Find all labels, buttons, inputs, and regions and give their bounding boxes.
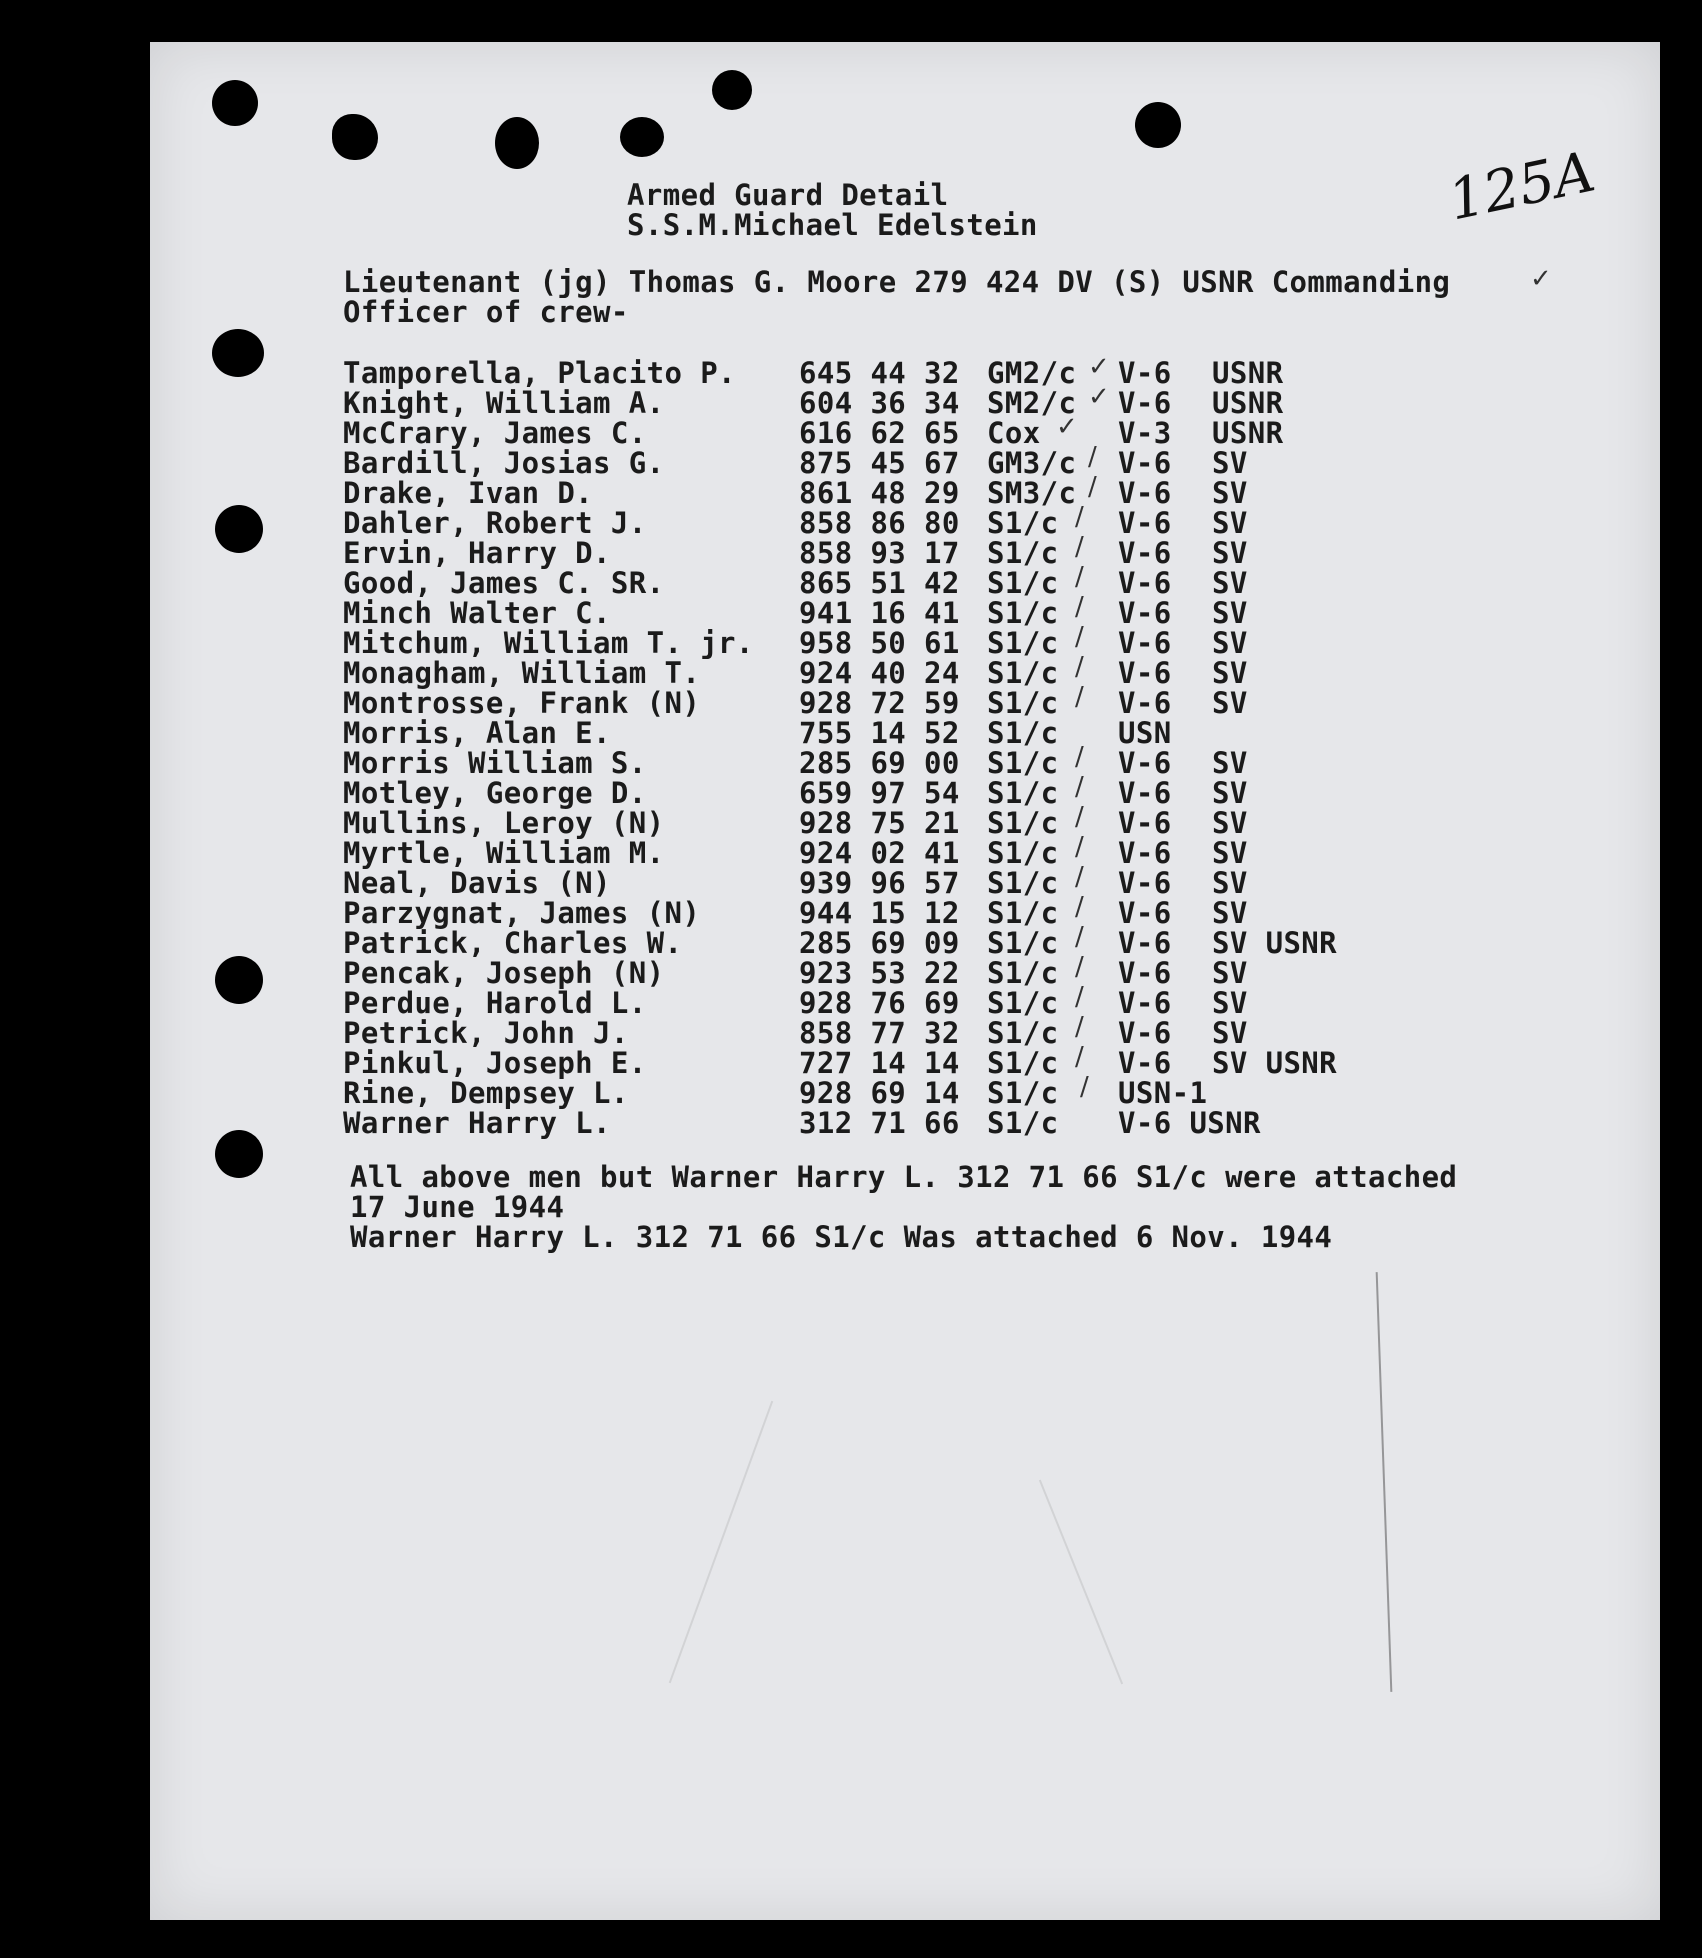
crew-rate: S1/c — [987, 716, 1059, 750]
punch-hole — [212, 80, 258, 126]
crew-rate: S1/c — [987, 536, 1059, 570]
crew-serial: 755 14 52 — [799, 716, 960, 750]
check-mark-icon: / — [1075, 502, 1084, 532]
crew-extra: SV — [1212, 776, 1248, 810]
punch-hole — [332, 114, 378, 160]
crew-class: V-6 — [1118, 656, 1172, 690]
crew-class: V-6 — [1118, 506, 1172, 540]
crew-row — [0, 658, 1702, 688]
crew-class: V-6 — [1118, 1016, 1172, 1050]
crew-rate: S1/c — [987, 1076, 1059, 1110]
crew-serial: 865 51 42 — [799, 566, 960, 600]
crew-extra: SV — [1212, 566, 1248, 600]
check-mark-icon: / — [1075, 562, 1084, 592]
crew-rate: S1/c — [987, 1016, 1059, 1050]
crew-class: V-6 — [1118, 956, 1172, 990]
crew-class: USN-1 — [1118, 1076, 1208, 1110]
crew-class: V-6 — [1118, 746, 1172, 780]
crew-class: V-6 — [1118, 836, 1172, 870]
check-mark-icon: / — [1075, 592, 1084, 622]
check-mark-icon: / — [1075, 832, 1084, 862]
crew-rate: S1/c — [987, 896, 1059, 930]
crew-class: V-6 — [1118, 476, 1172, 510]
crew-rate: S1/c — [987, 926, 1059, 960]
check-mark-icon: / — [1075, 892, 1084, 922]
crew-rate: S1/c — [987, 806, 1059, 840]
check-mark-icon: / — [1075, 802, 1084, 832]
crew-name: Patrick, Charles W. — [343, 926, 683, 960]
crew-extra: SV — [1212, 986, 1248, 1020]
check-mark-icon: / — [1075, 922, 1084, 952]
crew-class: V-6 — [1118, 1046, 1172, 1080]
header-ship: S.S.M.Michael Edelstein — [627, 208, 1038, 242]
crew-serial: 858 77 32 — [799, 1016, 960, 1050]
crew-name: Minch Walter C. — [343, 596, 611, 630]
crew-name: Petrick, John J. — [343, 1016, 629, 1050]
page-number: 125A — [1442, 139, 1601, 234]
crew-rate: SM3/c — [987, 476, 1077, 510]
crew-serial: 285 69 00 — [799, 746, 960, 780]
crew-rate: S1/c — [987, 836, 1059, 870]
crew-serial: 616 62 65 — [799, 416, 960, 450]
crew-rate: S1/c — [987, 776, 1059, 810]
crew-name: Good, James C. SR. — [343, 566, 665, 600]
crew-row — [0, 568, 1702, 598]
crew-class: V-6 — [1118, 866, 1172, 900]
crew-row — [0, 928, 1702, 958]
crew-row — [0, 1018, 1702, 1048]
crew-extra: SV — [1212, 806, 1248, 840]
crew-serial: 928 76 69 — [799, 986, 960, 1020]
crew-name: Monagham, William T. — [343, 656, 701, 690]
crew-row — [0, 508, 1702, 538]
crew-name: Tamporella, Placito P. — [343, 356, 736, 390]
header-title: Armed Guard Detail — [627, 178, 949, 212]
crew-class: V-6 — [1118, 806, 1172, 840]
crew-name: Neal, Davis (N) — [343, 866, 611, 900]
scan-streak — [1376, 1272, 1393, 1692]
check-mark-icon: / — [1080, 1072, 1089, 1102]
crew-serial: 858 93 17 — [799, 536, 960, 570]
crew-name: Knight, William A. — [343, 386, 665, 420]
crew-serial: 928 72 59 — [799, 686, 960, 720]
crew-extra: USNR — [1212, 416, 1284, 450]
crew-name: Dahler, Robert J. — [343, 506, 647, 540]
crew-name: Montrosse, Frank (N) — [343, 686, 701, 720]
crew-extra: USNR — [1212, 386, 1284, 420]
crew-class: V-6 — [1118, 446, 1172, 480]
crew-extra: SV — [1212, 446, 1248, 480]
crew-class: V-6 — [1118, 896, 1172, 930]
crew-row — [0, 1108, 1702, 1138]
punch-hole — [620, 117, 664, 157]
check-mark-icon: / — [1075, 652, 1084, 682]
crew-serial: 659 97 54 — [799, 776, 960, 810]
crew-class: V-3 — [1118, 416, 1172, 450]
scan-streak — [1039, 1480, 1123, 1685]
crew-extra: SV — [1212, 866, 1248, 900]
crew-row — [0, 388, 1702, 418]
crew-extra: SV USNR — [1212, 1046, 1338, 1080]
crew-extra: SV — [1212, 536, 1248, 570]
crew-name: McCrary, James C. — [343, 416, 647, 450]
crew-serial: 727 14 14 — [799, 1046, 960, 1080]
crew-rate: GM3/c — [987, 446, 1077, 480]
check-mark-icon: / — [1075, 682, 1084, 712]
crew-serial: 939 96 57 — [799, 866, 960, 900]
crew-row — [0, 958, 1702, 988]
crew-class: V-6 USNR — [1118, 1106, 1261, 1140]
crew-list — [0, 358, 1702, 1158]
check-mark-icon: / — [1075, 862, 1084, 892]
crew-row — [0, 628, 1702, 658]
crew-extra: SV — [1212, 626, 1248, 660]
check-mark-icon: / — [1075, 742, 1084, 772]
crew-name: Rine, Dempsey L. — [343, 1076, 629, 1110]
crew-serial: 958 50 61 — [799, 626, 960, 660]
crew-row — [0, 898, 1702, 928]
crew-name: Pinkul, Joseph E. — [343, 1046, 647, 1080]
crew-rate: S1/c — [987, 986, 1059, 1020]
officer-line-2: Officer of crew- — [343, 295, 629, 329]
check-mark-icon: / — [1088, 472, 1097, 502]
crew-serial: 928 75 21 — [799, 806, 960, 840]
crew-extra: SV USNR — [1212, 926, 1338, 960]
crew-rate: S1/c — [987, 626, 1059, 660]
crew-class: V-6 — [1118, 776, 1172, 810]
crew-name: Mullins, Leroy (N) — [343, 806, 665, 840]
crew-row — [0, 988, 1702, 1018]
crew-serial: 604 36 34 — [799, 386, 960, 420]
crew-serial: 941 16 41 — [799, 596, 960, 630]
attachment-note-1: All above men but Warner Harry L. 312 71 66 S1/c were attached — [350, 1160, 1458, 1194]
attachment-note-2: 17 June 1944 — [350, 1190, 565, 1224]
check-mark-icon: ✓ — [1056, 412, 1078, 442]
crew-rate: S1/c — [987, 1046, 1059, 1080]
crew-extra: SV — [1212, 596, 1248, 630]
check-mark-icon: / — [1075, 532, 1084, 562]
crew-row — [0, 418, 1702, 448]
crew-row — [0, 538, 1702, 568]
crew-extra: SV — [1212, 896, 1248, 930]
crew-extra: SV — [1212, 746, 1248, 780]
crew-row — [0, 1078, 1702, 1108]
crew-class: V-6 — [1118, 686, 1172, 720]
crew-extra: SV — [1212, 476, 1248, 510]
crew-row — [0, 778, 1702, 808]
crew-extra: USNR — [1212, 356, 1284, 390]
crew-row — [0, 1048, 1702, 1078]
crew-name: Myrtle, William M. — [343, 836, 665, 870]
crew-rate: Cox — [987, 416, 1041, 450]
crew-rate: S1/c — [987, 866, 1059, 900]
crew-class: USN — [1118, 716, 1172, 750]
check-mark-icon: ✓ — [1088, 382, 1110, 412]
crew-rate: S1/c — [987, 1106, 1059, 1140]
crew-rate: S1/c — [987, 656, 1059, 690]
crew-class: V-6 — [1118, 356, 1172, 390]
crew-rate: GM2/c — [987, 356, 1077, 390]
crew-rate: S1/c — [987, 596, 1059, 630]
crew-serial: 924 40 24 — [799, 656, 960, 690]
crew-row — [0, 358, 1702, 388]
punch-hole — [1135, 102, 1181, 148]
crew-name: Morris, Alan E. — [343, 716, 611, 750]
crew-name: Warner Harry L. — [343, 1106, 611, 1140]
check-mark-icon: / — [1075, 1042, 1084, 1072]
crew-rate: S1/c — [987, 506, 1059, 540]
check-mark-icon: ✓ — [1088, 352, 1110, 382]
document-page — [150, 42, 1660, 1920]
crew-class: V-6 — [1118, 926, 1172, 960]
officer-line-1: Lieutenant (jg) Thomas G. Moore 279 424 DV (S) USNR Commanding — [343, 265, 1451, 299]
crew-serial: 858 86 80 — [799, 506, 960, 540]
crew-rate: S1/c — [987, 746, 1059, 780]
crew-name: Drake, Ivan D. — [343, 476, 594, 510]
crew-name: Morris William S. — [343, 746, 647, 780]
scan-streak — [669, 1401, 773, 1684]
crew-name: Perdue, Harold L. — [343, 986, 647, 1020]
crew-row — [0, 838, 1702, 868]
crew-rate: SM2/c — [987, 386, 1077, 420]
check-mark-icon: / — [1088, 442, 1097, 472]
crew-name: Mitchum, William T. jr. — [343, 626, 754, 660]
attachment-note-3: Warner Harry L. 312 71 66 S1/c Was attached 6 Nov. 1944 — [350, 1220, 1333, 1254]
crew-row — [0, 688, 1702, 718]
crew-extra: SV — [1212, 836, 1248, 870]
crew-serial: 312 71 66 — [799, 1106, 960, 1140]
crew-class: V-6 — [1118, 596, 1172, 630]
crew-class: V-6 — [1118, 986, 1172, 1020]
crew-serial: 923 53 22 — [799, 956, 960, 990]
check-mark-icon: / — [1075, 772, 1084, 802]
crew-name: Ervin, Harry D. — [343, 536, 611, 570]
crew-row — [0, 868, 1702, 898]
crew-class: V-6 — [1118, 566, 1172, 600]
crew-serial: 928 69 14 — [799, 1076, 960, 1110]
crew-rate: S1/c — [987, 566, 1059, 600]
crew-class: V-6 — [1118, 386, 1172, 420]
crew-class: V-6 — [1118, 626, 1172, 660]
punch-hole — [712, 70, 752, 110]
crew-extra: SV — [1212, 956, 1248, 990]
crew-serial: 875 45 67 — [799, 446, 960, 480]
crew-row — [0, 718, 1702, 748]
crew-serial: 924 02 41 — [799, 836, 960, 870]
crew-extra: SV — [1212, 1016, 1248, 1050]
crew-serial: 285 69 09 — [799, 926, 960, 960]
crew-row — [0, 598, 1702, 628]
crew-name: Motley, George D. — [343, 776, 647, 810]
punch-hole — [495, 117, 539, 169]
crew-extra: SV — [1212, 686, 1248, 720]
crew-serial: 861 48 29 — [799, 476, 960, 510]
crew-class: V-6 — [1118, 536, 1172, 570]
check-mark-icon: / — [1075, 982, 1084, 1012]
crew-row — [0, 478, 1702, 508]
crew-extra: SV — [1212, 506, 1248, 540]
check-mark-icon: / — [1075, 952, 1084, 982]
crew-row — [0, 448, 1702, 478]
crew-name: Pencak, Joseph (N) — [343, 956, 665, 990]
crew-serial: 944 15 12 — [799, 896, 960, 930]
crew-name: Parzygnat, James (N) — [343, 896, 701, 930]
crew-name: Bardill, Josias G. — [343, 446, 665, 480]
check-mark-icon: / — [1075, 622, 1084, 652]
crew-row — [0, 808, 1702, 838]
crew-rate: S1/c — [987, 686, 1059, 720]
crew-extra: SV — [1212, 656, 1248, 690]
crew-row — [0, 748, 1702, 778]
check-mark-icon: / — [1075, 1012, 1084, 1042]
check-mark-icon: ✓ — [1530, 264, 1552, 294]
crew-rate: S1/c — [987, 956, 1059, 990]
crew-serial: 645 44 32 — [799, 356, 960, 390]
